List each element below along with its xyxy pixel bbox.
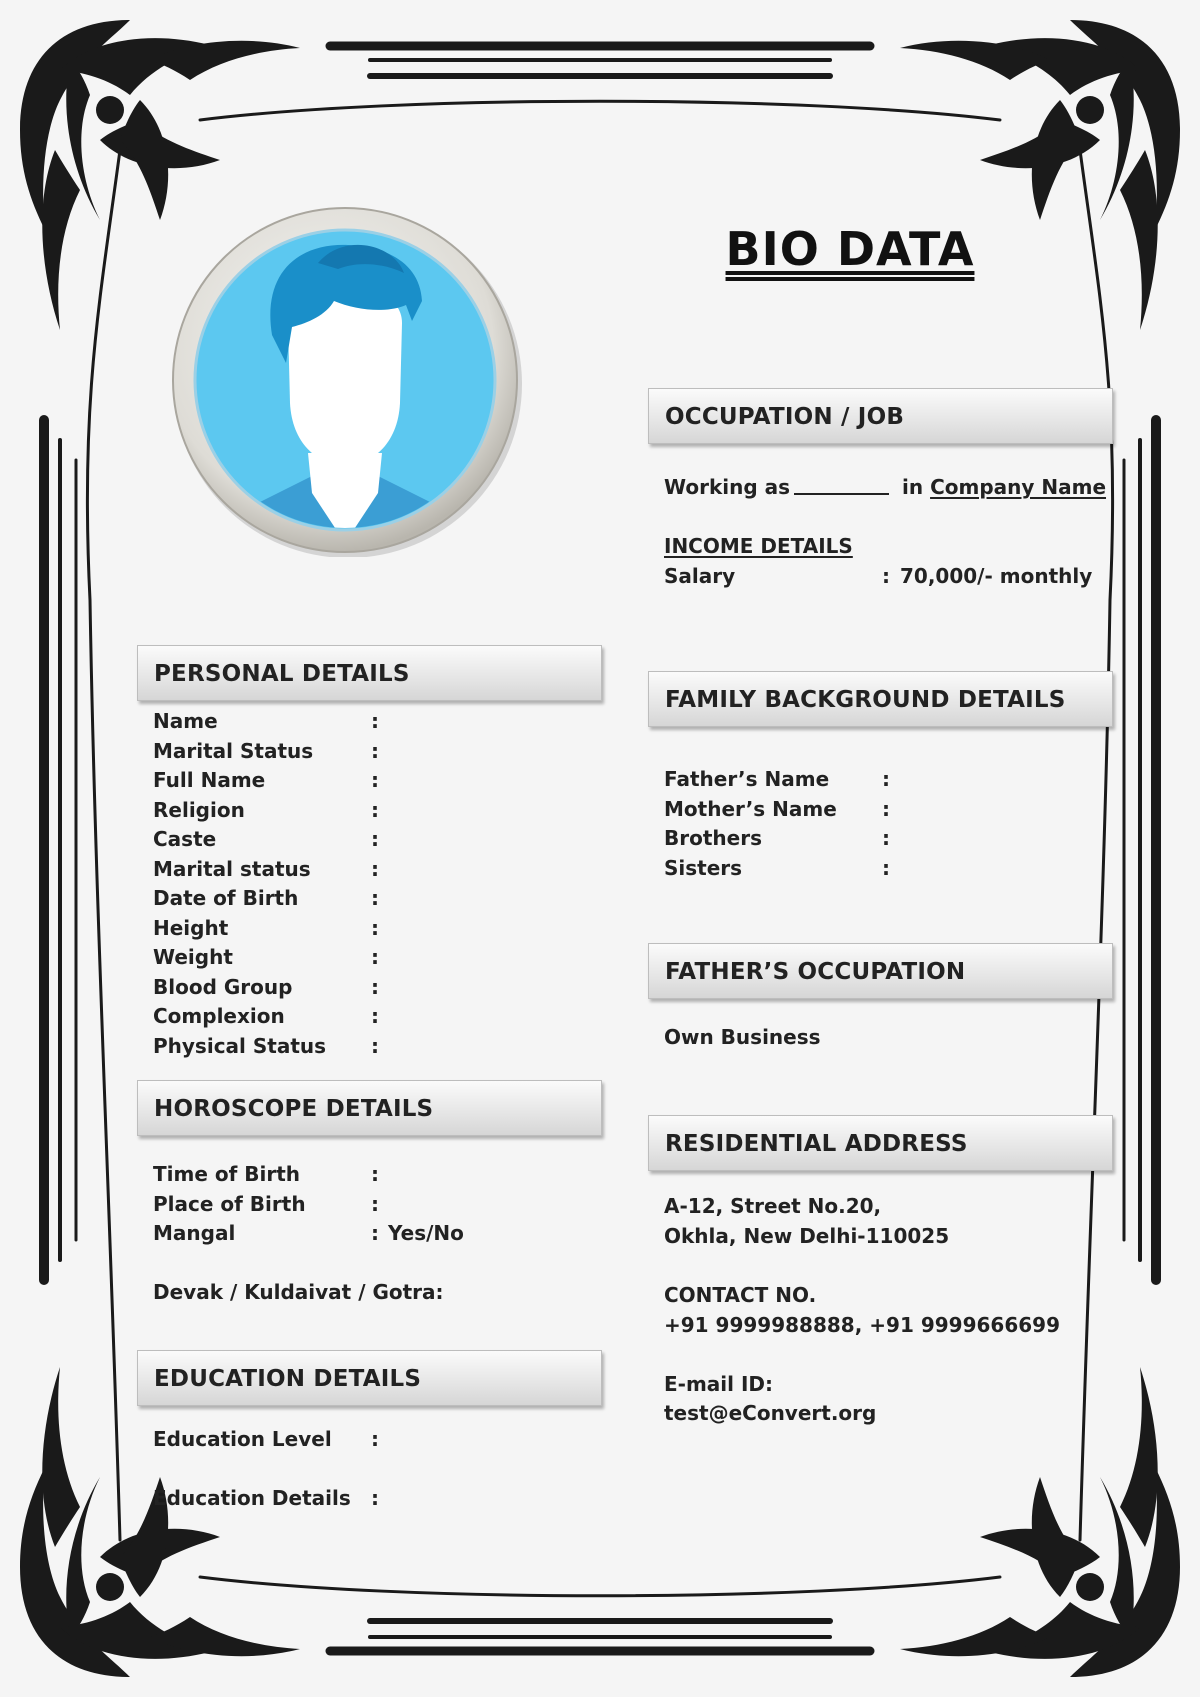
working-as-label: Working as xyxy=(664,475,791,499)
gotra-label: Devak / Kuldaivat / Gotra: xyxy=(153,1280,444,1304)
field-label: Height xyxy=(153,915,229,940)
fathers-occupation-value: Own Business xyxy=(664,1025,821,1049)
field-label: Full Name xyxy=(153,768,266,792)
personal-details-header: PERSONAL DETAILS xyxy=(137,645,602,701)
field-colon: : xyxy=(371,709,379,733)
field-colon: : xyxy=(371,738,379,763)
working-as-line xyxy=(664,475,1106,499)
field-label: Education Level xyxy=(153,1427,332,1451)
income-details-heading: INCOME DETAILS xyxy=(664,534,853,558)
address-line-1: A-12, Street No.20, xyxy=(664,1194,882,1218)
field-label: Complexion xyxy=(153,1004,285,1028)
salary-value: 70,000/- monthly xyxy=(900,564,1093,588)
contact-value: +91 9999988888, +91 9999666699 xyxy=(664,1313,1060,1337)
field-label: Education Details xyxy=(153,1486,351,1510)
field-label: Father’s Name xyxy=(664,767,830,791)
field-colon: : xyxy=(371,1427,379,1451)
field-label: Marital status xyxy=(153,856,311,881)
horoscope-details-header: HOROSCOPE DETAILS xyxy=(137,1080,602,1136)
salary-label: Salary xyxy=(664,564,736,588)
field-colon: : xyxy=(371,945,379,969)
field-label: Name xyxy=(153,709,218,733)
address-line-2: Okhla, New Delhi-110025 xyxy=(664,1224,950,1248)
salary-colon: : xyxy=(882,564,890,588)
field-colon: : xyxy=(371,768,379,792)
field-colon: : xyxy=(371,827,379,851)
in-label: in xyxy=(902,475,924,499)
field-label: Weight xyxy=(153,945,233,969)
page-title: BIO DATA xyxy=(725,222,975,276)
contact-label: CONTACT NO. xyxy=(664,1283,817,1307)
field-colon: : xyxy=(371,1162,379,1186)
field-colon: : xyxy=(371,856,379,881)
field-label: Brothers xyxy=(664,826,762,850)
occupation-header: OCCUPATION / JOB xyxy=(648,388,1113,444)
field-colon: : xyxy=(371,1191,379,1216)
field-colon: : xyxy=(371,1033,379,1058)
field-colon: : xyxy=(882,796,890,821)
field-colon: : xyxy=(371,1486,379,1510)
field-colon: : xyxy=(882,826,890,850)
field-label: Date of Birth xyxy=(153,886,299,910)
field-label: Time of Birth xyxy=(153,1162,301,1186)
field-label: Caste xyxy=(153,827,217,851)
field-colon: : xyxy=(371,886,379,910)
field-colon: : xyxy=(371,974,379,999)
field-colon: : xyxy=(371,797,379,822)
field-label: Mother’s Name xyxy=(664,796,837,821)
profile-photo xyxy=(168,203,522,557)
field-label: Religion xyxy=(153,797,245,822)
field-label: Mangal xyxy=(153,1221,236,1245)
field-colon: : xyxy=(882,767,890,791)
field-label: Blood Group xyxy=(153,974,293,999)
field-colon: : xyxy=(882,855,890,880)
field-label: Marital Status xyxy=(153,738,314,763)
field-colon: : xyxy=(371,1004,379,1028)
fathers-occupation-header: FATHER’S OCCUPATION xyxy=(648,943,1113,999)
education-details-header: EDUCATION DETAILS xyxy=(137,1350,602,1406)
email-value: test@eConvert.org xyxy=(664,1401,877,1425)
field-label: Place of Birth xyxy=(153,1191,306,1216)
field-colon: : xyxy=(371,1221,379,1245)
field-label: Sisters xyxy=(664,855,743,880)
residential-address-header: RESIDENTIAL ADDRESS xyxy=(648,1115,1113,1171)
email-label: E-mail ID: xyxy=(664,1372,774,1396)
field-value: Yes/No xyxy=(388,1221,464,1245)
company-name: Company Name xyxy=(930,475,1107,499)
field-label: Physical Status xyxy=(153,1033,327,1058)
family-background-header: FAMILY BACKGROUND DETAILS xyxy=(648,671,1113,727)
job-title-blank xyxy=(794,492,889,495)
field-colon: : xyxy=(371,915,379,940)
